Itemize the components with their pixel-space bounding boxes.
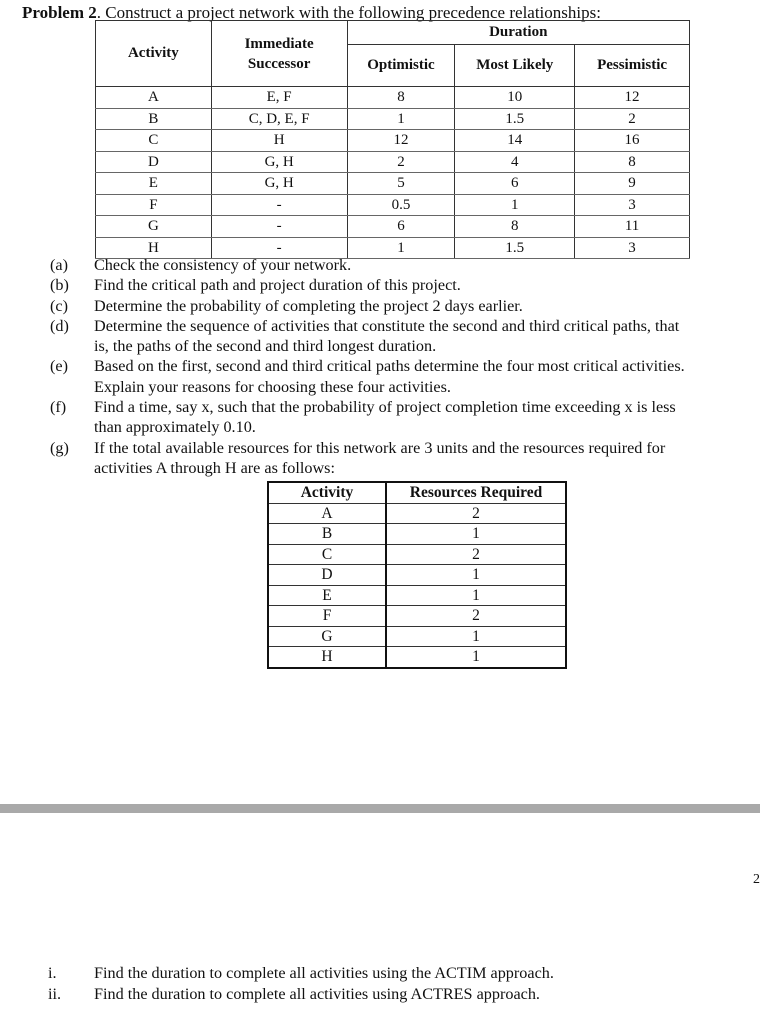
- res-cell-activity: H: [268, 647, 386, 668]
- question-label: (d): [50, 316, 69, 335]
- cell-pessimistic: 3: [575, 237, 690, 259]
- sub-item-text: Find the duration to complete all activities using the ACTIM approach.: [94, 964, 554, 982]
- cell-successor: C, D, E, F: [211, 108, 347, 130]
- cell-successor: -: [211, 237, 347, 259]
- res-cell-resources: 2: [386, 606, 566, 627]
- res-cell-resources: 1: [386, 565, 566, 586]
- res-cell-resources: 2: [386, 503, 566, 524]
- question-text: [94, 356, 742, 397]
- cell-most-likely: 10: [455, 87, 575, 109]
- sub-item-label: ii.: [48, 985, 62, 1003]
- cell-optimistic: 0.5: [347, 194, 455, 216]
- cell-successor: -: [211, 194, 347, 216]
- question-text: [94, 316, 742, 357]
- sub-item: [22, 963, 742, 984]
- res-cell-resources: 1: [386, 524, 566, 545]
- cell-optimistic: 5: [347, 173, 455, 195]
- cell-optimistic: 8: [347, 87, 455, 109]
- question-line: Find a time, say x, such that the probability of project completion time exceeding x is less: [94, 398, 676, 417]
- question-line: Explain your reasons for choosing these four activities.: [94, 377, 451, 396]
- col-successor-header: [211, 21, 347, 87]
- duration-row: [96, 130, 690, 152]
- question-item: [22, 275, 742, 295]
- question-text: [94, 438, 742, 479]
- duration-row: [96, 108, 690, 130]
- res-cell-activity: D: [268, 565, 386, 586]
- resource-row: [268, 647, 566, 668]
- sub-item-list: [22, 963, 742, 1005]
- question-text: [94, 275, 742, 295]
- cell-pessimistic: 2: [575, 108, 690, 130]
- cell-activity: H: [96, 237, 212, 259]
- question-line: Determine the sequence of activities that constitute the second and third critical paths, that: [94, 316, 680, 335]
- successor-header-line1: Immediate: [244, 35, 314, 52]
- cell-activity: A: [96, 87, 212, 109]
- question-item: [22, 356, 742, 397]
- resource-row: [268, 565, 566, 586]
- resource-table: [267, 481, 567, 669]
- cell-activity: F: [96, 194, 212, 216]
- question-text: [94, 397, 742, 438]
- question-label: (e): [50, 357, 68, 376]
- sub-item-label: i.: [48, 964, 57, 982]
- res-cell-activity: B: [268, 524, 386, 545]
- cell-optimistic: 2: [347, 151, 455, 173]
- cell-optimistic: 6: [347, 216, 455, 238]
- cell-optimistic: 1: [347, 108, 455, 130]
- res-cell-activity: C: [268, 544, 386, 565]
- question-line: Determine the probability of completing the project 2 days earlier.: [94, 296, 523, 315]
- question-list: [22, 255, 742, 478]
- question-line: than approximately 0.10.: [94, 418, 256, 437]
- question-line: Based on the first, second and third critical paths determine the four most critical activities.: [94, 357, 685, 376]
- cell-successor: -: [211, 216, 347, 238]
- cell-successor: H: [211, 130, 347, 152]
- cell-most-likely: 1: [455, 194, 575, 216]
- problem-text: . Construct a project network with the following precedence relationships:: [96, 3, 601, 22]
- col-pessimistic-header: Pessimistic: [575, 45, 690, 87]
- cell-activity: E: [96, 173, 212, 195]
- question-label: (a): [50, 256, 68, 274]
- successor-header-line2: Successor: [247, 55, 311, 72]
- cell-activity: G: [96, 216, 212, 238]
- resource-row: [268, 503, 566, 524]
- cell-successor: E, F: [211, 87, 347, 109]
- res-cell-resources: 2: [386, 544, 566, 565]
- resource-row: [268, 524, 566, 545]
- cell-pessimistic: 3: [575, 194, 690, 216]
- res-cell-resources: 1: [386, 626, 566, 647]
- cell-pessimistic: 16: [575, 130, 690, 152]
- cell-activity: D: [96, 151, 212, 173]
- res-cell-resources: 1: [386, 647, 566, 668]
- duration-row: [96, 173, 690, 195]
- cell-most-likely: 8: [455, 216, 575, 238]
- duration-row: [96, 151, 690, 173]
- question-line: activities A through H are as follows:: [94, 458, 335, 477]
- question-line: Find the critical path and project duration of this project.: [94, 276, 461, 295]
- res-cell-activity: G: [268, 626, 386, 647]
- resource-row: [268, 585, 566, 606]
- cell-most-likely: 1.5: [455, 237, 575, 259]
- question-line: If the total available resources for this network are 3 units and the resources required for: [94, 438, 666, 457]
- col-most-likely-header: Most Likely: [455, 45, 575, 87]
- cell-pessimistic: 8: [575, 151, 690, 173]
- cell-optimistic: 1: [347, 237, 455, 259]
- duration-row: [96, 194, 690, 216]
- cell-most-likely: 14: [455, 130, 575, 152]
- cell-most-likely: 4: [455, 151, 575, 173]
- cell-activity: C: [96, 130, 212, 152]
- resource-row: [268, 606, 566, 627]
- duration-table: [95, 20, 690, 259]
- question-label: (c): [50, 296, 68, 315]
- res-cell-activity: E: [268, 585, 386, 606]
- question-item: [22, 438, 742, 479]
- question-item: [22, 316, 742, 357]
- edge-mark: 2: [753, 872, 760, 887]
- res-col-resources-header: Resources Required: [386, 482, 566, 503]
- question-line: is, the paths of the second and third longest duration.: [94, 337, 437, 356]
- res-cell-activity: A: [268, 503, 386, 524]
- duration-row: [96, 216, 690, 238]
- question-item: [22, 397, 742, 438]
- question-label: (b): [50, 276, 69, 295]
- cell-most-likely: 6: [455, 173, 575, 195]
- cell-pessimistic: 12: [575, 87, 690, 109]
- cell-most-likely: 1.5: [455, 108, 575, 130]
- question-label: (f): [50, 398, 67, 417]
- col-optimistic-header: Optimistic: [347, 45, 455, 87]
- res-col-activity-header: Activity: [268, 482, 386, 503]
- sub-item: [22, 984, 742, 1005]
- cell-pessimistic: 11: [575, 216, 690, 238]
- resource-row: [268, 626, 566, 647]
- question-text: [94, 296, 742, 316]
- duration-row: [96, 87, 690, 109]
- question-text: [94, 255, 742, 275]
- resource-row: [268, 544, 566, 565]
- res-cell-activity: F: [268, 606, 386, 627]
- question-line: Check the consistency of your network.: [94, 256, 352, 274]
- cell-optimistic: 12: [347, 130, 455, 152]
- page-divider: [0, 804, 760, 813]
- cell-successor: G, H: [211, 173, 347, 195]
- cell-pessimistic: 9: [575, 173, 690, 195]
- col-activity-header: Activity: [96, 21, 212, 87]
- cell-activity: B: [96, 108, 212, 130]
- cell-successor: G, H: [211, 151, 347, 173]
- sub-item-text: Find the duration to complete all activities using ACTRES approach.: [94, 985, 540, 1003]
- problem-label: Problem 2: [22, 3, 97, 22]
- col-duration-header: Duration: [347, 21, 689, 45]
- question-item: [22, 255, 742, 275]
- res-cell-resources: 1: [386, 585, 566, 606]
- question-label: (g): [50, 438, 69, 457]
- question-item: [22, 296, 742, 316]
